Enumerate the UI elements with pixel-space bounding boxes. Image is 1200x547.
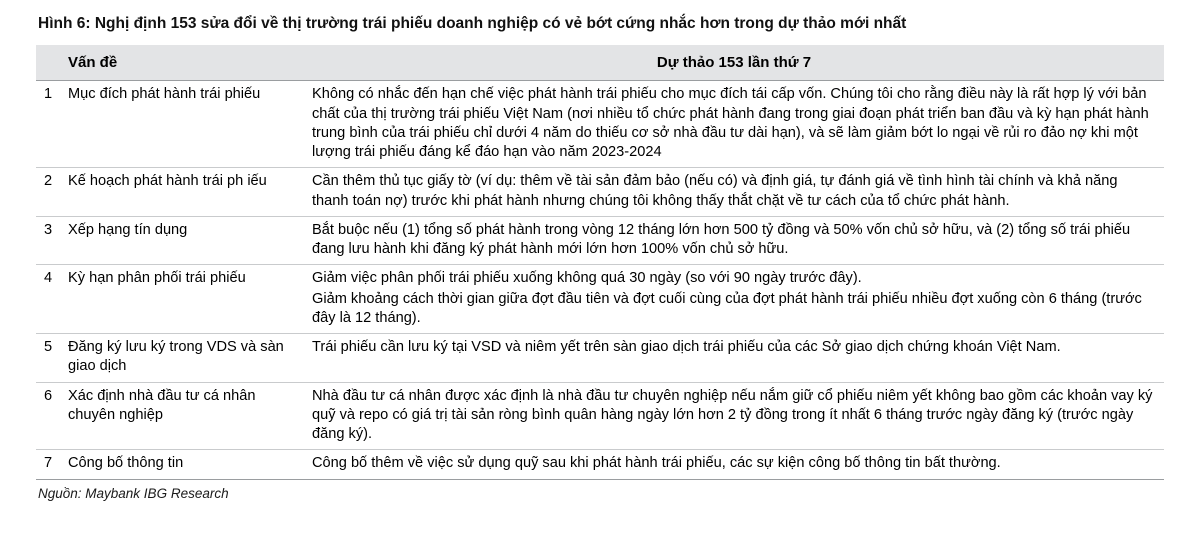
source-note: Nguồn: Maybank IBG Research bbox=[38, 485, 229, 501]
column-header-issue: Vấn đề bbox=[60, 45, 304, 81]
table-header bbox=[36, 45, 1164, 81]
row-draft-paragraph: Giảm việc phân phối trái phiếu xuống không quá 30 ngày (so với 90 ngày trước đây). bbox=[312, 270, 862, 287]
page-title: Hình 6: Nghị định 153 sửa đổi về thị trường trái phiếu doanh nghiệp có vẻ bớt cứng nhắc hơn trong dự thảo mới nhất bbox=[38, 15, 907, 32]
row-issue: Kế hoạch phát hành trái ph iếu bbox=[60, 168, 304, 217]
row-draft bbox=[304, 168, 1164, 217]
column-header-number bbox=[36, 45, 60, 81]
row-draft bbox=[304, 265, 1164, 334]
column-header-draft: Dự thảo 153 lần thứ 7 bbox=[304, 45, 1164, 81]
row-draft bbox=[304, 334, 1164, 383]
table-header-row bbox=[36, 45, 1164, 81]
row-draft-paragraph: Bắt buộc nếu (1) tổng số phát hành trong vòng 12 tháng lớn hơn 500 tỷ đồng và 50% vốn chủ sở hữu, và (2) tổng số trái phiếu đang lưu hành khi đăng ký phát hành mới lớn hơn 100% vốn chủ sở hữu. bbox=[312, 221, 1131, 258]
row-draft bbox=[304, 450, 1164, 479]
row-number: 6 bbox=[36, 382, 60, 450]
row-number: 2 bbox=[36, 168, 60, 217]
row-draft-paragraph: Nhà đầu tư cá nhân được xác định là nhà đầu tư chuyên nghiệp nếu nắm giữ cổ phiếu niêm yết không bao gồm các khoản vay ký quỹ và repo có giá trị tài sản ròng bình quân hàng ngày lớn hơn 2 tỷ đồng trong ít nhất 6 tháng trước ngày đăng ký (trước ngày đăng ký). bbox=[312, 387, 1153, 443]
table-row bbox=[36, 334, 1164, 383]
row-issue: Mục đích phát hành trái phiếu bbox=[60, 81, 304, 168]
row-number: 7 bbox=[36, 450, 60, 479]
table-row bbox=[36, 382, 1164, 450]
row-draft-paragraph: Công bố thêm về việc sử dụng quỹ sau khi phát hành trái phiếu, các sự kiện công bố thông tin bất thường. bbox=[312, 455, 1001, 472]
row-number: 1 bbox=[36, 81, 60, 168]
comparison-table bbox=[36, 45, 1164, 478]
table-row bbox=[36, 265, 1164, 334]
table-row bbox=[36, 168, 1164, 217]
table-row bbox=[36, 216, 1164, 265]
row-number: 4 bbox=[36, 265, 60, 334]
table-row bbox=[36, 450, 1164, 479]
row-issue: Xác định nhà đầu tư cá nhân chuyên nghiệp bbox=[60, 382, 304, 450]
table-body bbox=[36, 81, 1164, 479]
table-row bbox=[36, 81, 1164, 168]
row-draft bbox=[304, 216, 1164, 265]
row-issue: Kỳ hạn phân phối trái phiếu bbox=[60, 265, 304, 334]
row-draft-paragraph: Giảm khoảng cách thời gian giữa đợt đầu tiên và đợt cuối cùng của đợt phát hành trái phiếu nhiều đợt xuống còn 6 tháng (trước đây là 12 tháng). bbox=[312, 290, 1142, 326]
row-draft-paragraph: Trái phiếu cần lưu ký tại VSD và niêm yết trên sàn giao dịch trái phiếu của các Sở giao dịch chứng khoán Việt Nam. bbox=[312, 339, 1061, 356]
row-draft-paragraph: Không có nhắc đến hạn chế việc phát hành trái phiếu cho mục đích tái cấp vốn. Chúng tôi cho rằng điều này là rất hợp lý với bản chất của thị trường trái phiếu Việt Nam (nơi nhiều tổ chức phát hành đang trong giai đoạn phát triển ban đầu và kỳ hạn phát hành trung bình của trái phiếu chỉ dưới 4 năm do thiếu cơ sở nhà đầu tư dài hạn), và sẽ làm giảm bớt lo ngại về rủi ro đảo nợ khi một lượng trái phiếu đáng kể đáo hạn vào năm 2023-2024 bbox=[312, 86, 1149, 161]
row-issue: Đăng ký lưu ký trong VDS và sàn giao dịch bbox=[60, 334, 304, 383]
row-issue: Công bố thông tin bbox=[60, 450, 304, 479]
row-draft bbox=[304, 382, 1164, 450]
row-draft bbox=[304, 81, 1164, 168]
row-number: 3 bbox=[36, 216, 60, 265]
row-draft-paragraph: Cần thêm thủ tục giấy tờ (ví dụ: thêm về tài sản đảm bảo (nếu có) và định giá, tự đánh giá về tình hình tài chính và khả năng thanh toán nợ) trước khi phát hành nhưng chúng tôi không thấy thắt chặt về tư cách của tổ chức phát hành. bbox=[312, 173, 1118, 209]
row-number: 5 bbox=[36, 334, 60, 383]
row-issue: Xếp hạng tín dụng bbox=[60, 216, 304, 265]
